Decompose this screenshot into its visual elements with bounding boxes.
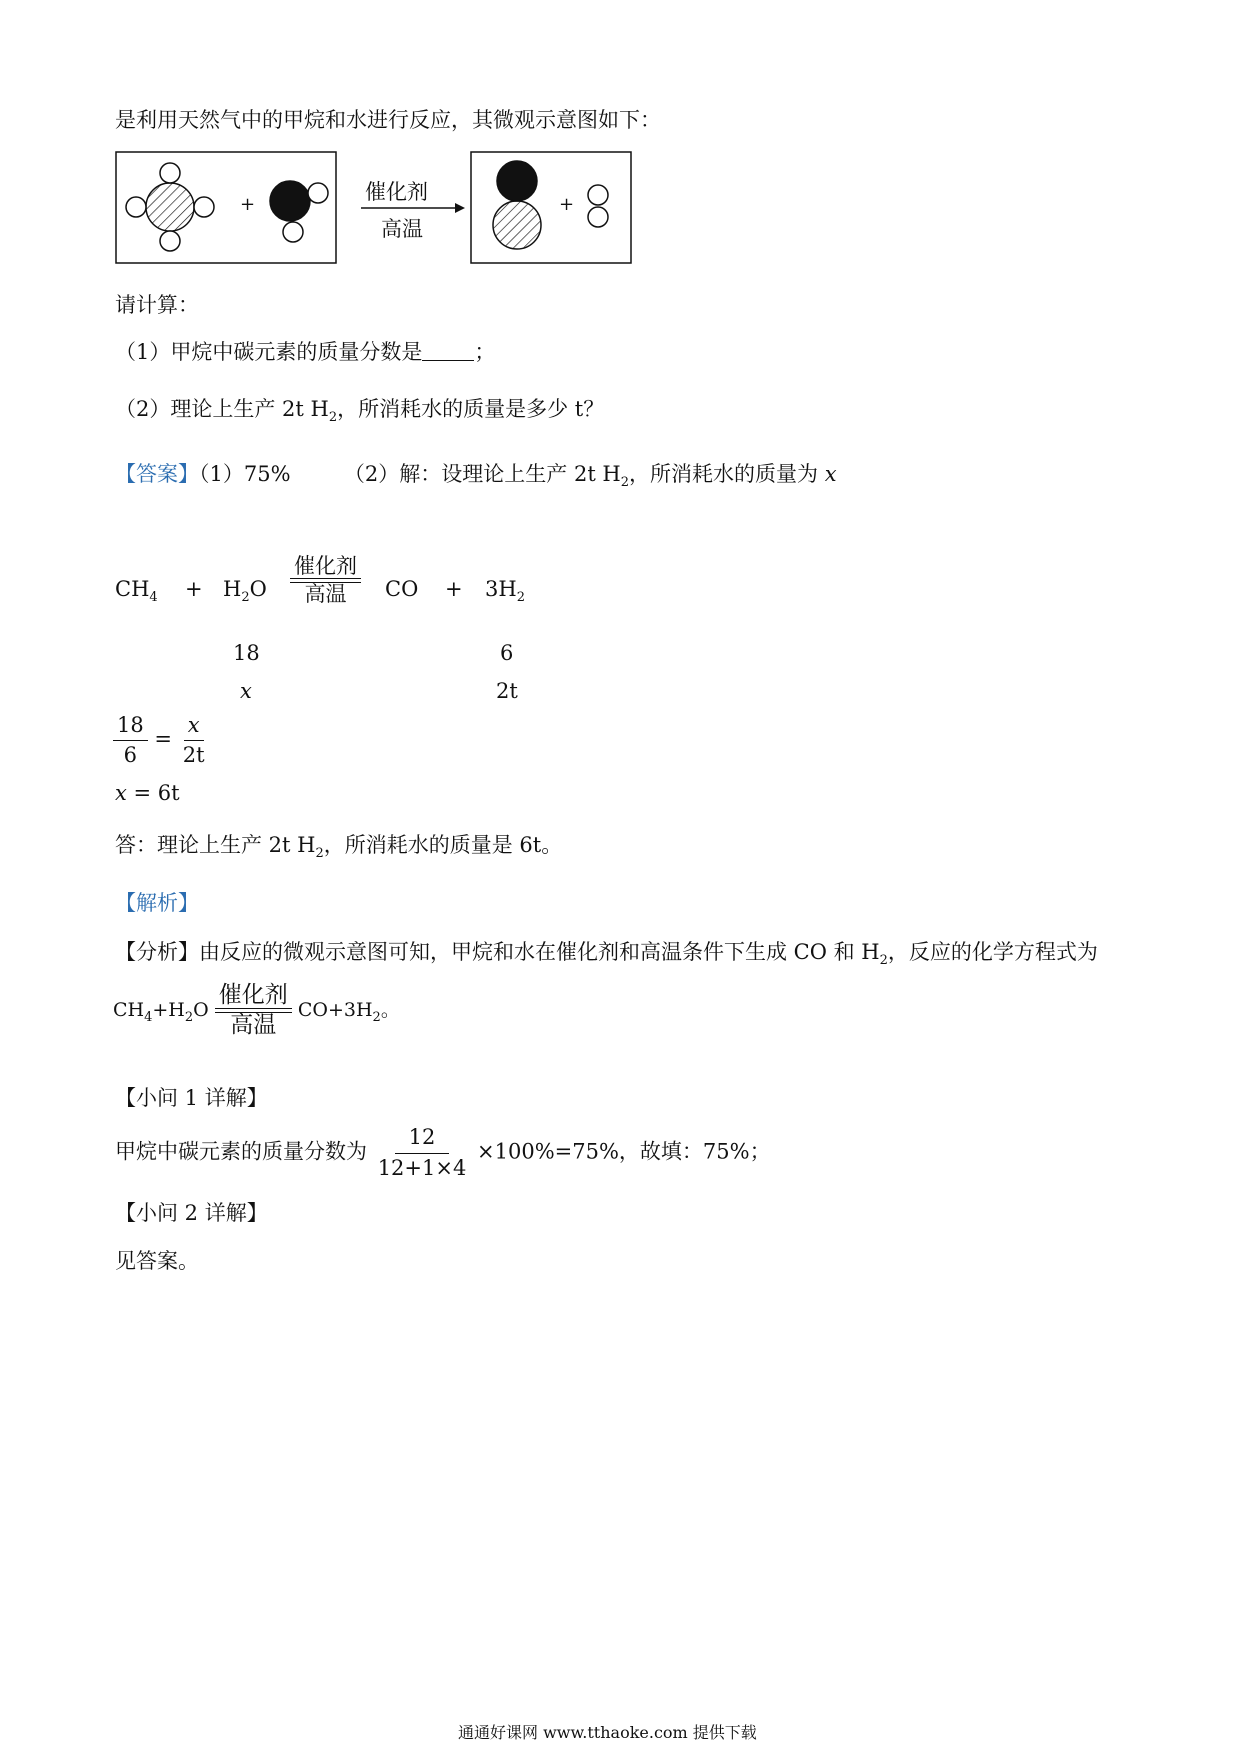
proportion xyxy=(113,713,209,768)
var-h2: 2t xyxy=(496,679,518,703)
arrow-condition-bottom: 高温 xyxy=(381,217,423,241)
question-2-end: ，所消耗水的质量是多少 t？ xyxy=(337,397,605,421)
answer-1: （1）75% xyxy=(199,462,291,486)
water-molecule-icon xyxy=(270,181,328,242)
fraction-right: $\frac{x}{2t}$ xyxy=(182,713,205,768)
question-2-sub: 2 xyxy=(328,410,338,425)
eq-condition xyxy=(290,555,361,606)
answer-2-var: x xyxy=(824,462,837,486)
result-line: x = 6t xyxy=(115,781,180,805)
sub2-label: 【小问 2 详解】 xyxy=(115,1201,268,1225)
diagram-plus-left: + xyxy=(240,194,256,215)
eq-plus-2: + xyxy=(445,577,463,601)
reaction-diagram-svg xyxy=(115,151,635,266)
eq-plus-1: + xyxy=(185,577,203,601)
methane-molecule-icon xyxy=(126,163,214,251)
answer-label: 【答案】 xyxy=(115,462,199,486)
carbon-fraction: $\frac{12}{12+1\times 4}$ xyxy=(377,1125,467,1181)
carbon-monoxide-molecule-icon xyxy=(493,161,541,249)
page-footer: 通通好课网 www.tthaoke.com 提供下载 xyxy=(458,1723,757,1742)
sub2-text: 见答案。 xyxy=(115,1249,199,1273)
mass-water: 18 xyxy=(233,641,260,665)
question-1 xyxy=(115,336,495,366)
eq-condition-bottom: 高温 xyxy=(304,582,347,607)
mass-h2: 6 xyxy=(500,641,514,665)
conclusion: 答：理论上生产 2t $H_2$，所消耗水的质量是 6t。 xyxy=(115,833,563,861)
answer-line xyxy=(115,458,837,490)
eq-3h2: $3H_2$ xyxy=(485,577,525,605)
eq-co: CO xyxy=(385,577,419,601)
question-2-text: （2）理论上生产 2t H xyxy=(115,397,329,421)
products-box xyxy=(471,152,631,263)
answer-2-text: （2）解：设理论上生产 2t H xyxy=(343,462,621,486)
var-water: x xyxy=(240,679,252,703)
eq-ch4: $CH_4$ xyxy=(115,577,158,605)
intro-text: 是利用天然气中的甲烷和水进行反应，其微观示意图如下： xyxy=(115,108,661,132)
question-prompt: 请计算： xyxy=(115,293,199,317)
answer-blank xyxy=(422,342,474,361)
analysis-text: 【分析】由反应的微观示意图可知，甲烷和水在催化剂和高温条件下生成 CO 和 $H_2$，反应的化学方程式为 xyxy=(115,940,1098,968)
eq-condition-top: 催化剂 xyxy=(294,554,357,578)
fraction-left: $\frac{18}{6}$ xyxy=(113,713,148,768)
arrow-condition-top: 催化剂 xyxy=(365,180,428,204)
answer-2-end: ，所消耗水的质量为 xyxy=(629,462,819,486)
question-1-end: ； xyxy=(474,340,496,364)
analysis-eq-condition: 催化剂 高温 xyxy=(215,983,292,1039)
sub1-line: 甲烷中碳元素的质量分数为 $\frac{12}{12+1\times 4}$ ×100%=75%，故填：75%； xyxy=(115,1125,771,1181)
question-2 xyxy=(115,393,604,425)
analysis-equation: $CH_4+H_2O$ 催化剂 高温 $CO+3H_2$。 xyxy=(113,982,400,1039)
chemical-equation xyxy=(115,555,635,625)
answer-2-sub: 2 xyxy=(620,475,630,490)
eq-h2o: $H_2O$ xyxy=(223,577,267,605)
sub1-label: 【小问 1 详解】 xyxy=(115,1086,268,1110)
reaction-diagram xyxy=(115,151,635,266)
proportion-equals: = xyxy=(154,727,173,752)
analysis-label: 【解析】 xyxy=(115,891,199,915)
hydrogen-molecule-icon xyxy=(588,185,608,227)
question-1-text: （1）甲烷中碳元素的质量分数是 xyxy=(115,340,423,364)
diagram-plus-right: + xyxy=(559,194,575,215)
